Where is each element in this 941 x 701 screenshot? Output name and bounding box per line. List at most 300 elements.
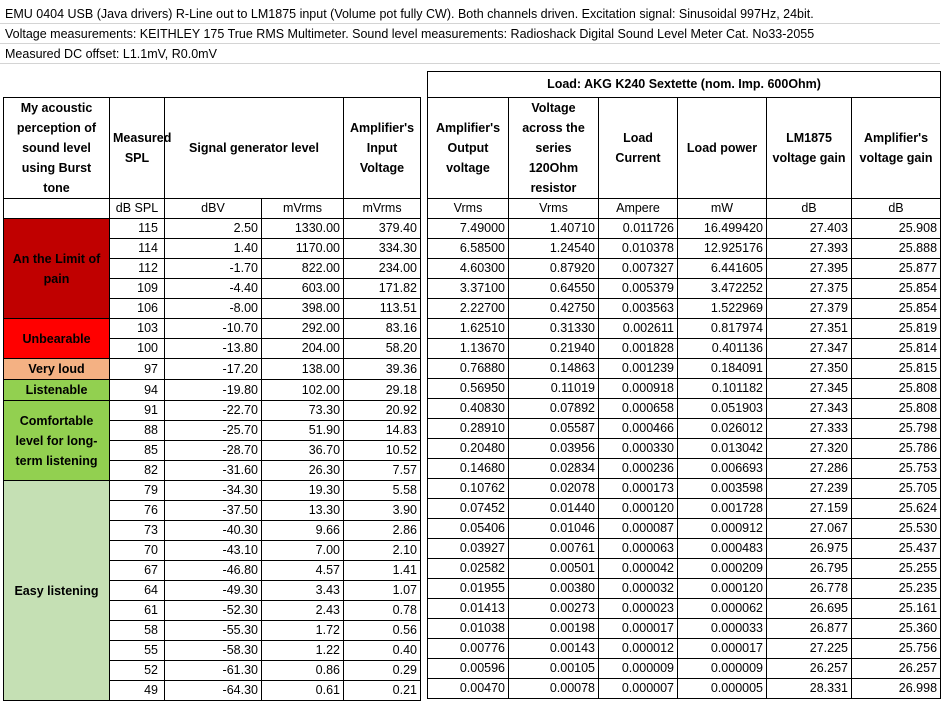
table-row (428, 439, 941, 459)
data-cell[interactable]: 0.56950 (428, 379, 509, 399)
data-cell[interactable]: 0.000017 (678, 639, 767, 659)
data-cell[interactable]: 27.393 (767, 239, 852, 259)
table-row (428, 419, 941, 439)
data-cell[interactable]: 52 (110, 661, 165, 681)
data-cell[interactable]: 27.320 (767, 439, 852, 459)
data-cell[interactable]: 25.705 (852, 479, 941, 499)
table-row (4, 359, 421, 380)
data-cell[interactable]: 0.000009 (599, 659, 678, 679)
data-cell[interactable]: 0.02582 (428, 559, 509, 579)
data-cell[interactable]: 12.925176 (678, 239, 767, 259)
data-cell[interactable]: 25.786 (852, 439, 941, 459)
data-cell[interactable]: 25.819 (852, 319, 941, 339)
data-cell[interactable]: 25.854 (852, 299, 941, 319)
data-cell[interactable]: 0.00501 (509, 559, 599, 579)
data-cell[interactable]: 0.011726 (599, 219, 678, 239)
header-cell[interactable]: Amplifier's voltage gain (852, 98, 941, 199)
table-row (428, 279, 941, 299)
data-cell[interactable]: 29.18 (344, 380, 421, 401)
data-cell[interactable]: 76 (110, 501, 165, 521)
header-row (4, 98, 421, 199)
unit-cell[interactable]: mVrms (344, 199, 421, 219)
data-cell[interactable]: 7.49000 (428, 219, 509, 239)
data-cell[interactable]: -13.80 (165, 339, 262, 359)
data-cell[interactable]: 0.01038 (428, 619, 509, 639)
data-cell[interactable]: 0.000483 (678, 539, 767, 559)
data-cell[interactable]: 0.010378 (599, 239, 678, 259)
data-cell[interactable]: 67 (110, 561, 165, 581)
data-cell[interactable]: 7.57 (344, 461, 421, 481)
data-cell[interactable]: 0.000173 (599, 479, 678, 499)
table-row (428, 219, 941, 239)
data-cell[interactable]: 0.01440 (509, 499, 599, 519)
data-cell[interactable]: 0.184091 (678, 359, 767, 379)
data-cell[interactable]: 0.002611 (599, 319, 678, 339)
data-cell[interactable]: 0.000017 (599, 619, 678, 639)
data-cell[interactable]: 13.30 (262, 501, 344, 521)
data-cell[interactable]: 1.62510 (428, 319, 509, 339)
data-cell[interactable]: 112 (110, 259, 165, 279)
header-measured-spl[interactable]: Measured SPL (110, 98, 165, 199)
header-cell[interactable]: Amplifier's Output voltage (428, 98, 509, 199)
data-cell[interactable]: 0.000023 (599, 599, 678, 619)
data-cell[interactable]: 27.351 (767, 319, 852, 339)
data-cell[interactable]: 27.347 (767, 339, 852, 359)
data-cell[interactable]: 7.00 (262, 541, 344, 561)
data-cell[interactable]: 25.854 (852, 279, 941, 299)
data-cell[interactable]: 0.000063 (599, 539, 678, 559)
data-cell[interactable]: 27.333 (767, 419, 852, 439)
data-cell[interactable]: 0.007327 (599, 259, 678, 279)
data-cell[interactable]: 0.03927 (428, 539, 509, 559)
header-perception[interactable]: My acoustic perception of sound level using Burst tone (4, 98, 110, 199)
data-cell[interactable]: 0.000330 (599, 439, 678, 459)
data-cell[interactable]: 0.000658 (599, 399, 678, 419)
data-cell[interactable]: 1.13670 (428, 339, 509, 359)
header-cell[interactable]: LM1875 voltage gain (767, 98, 852, 199)
data-cell[interactable]: 1.72 (262, 621, 344, 641)
data-cell[interactable]: 39.36 (344, 359, 421, 380)
data-cell[interactable]: 113.51 (344, 299, 421, 319)
data-cell[interactable]: 1330.00 (262, 219, 344, 239)
data-cell[interactable]: 19.30 (262, 481, 344, 501)
data-cell[interactable]: 25.161 (852, 599, 941, 619)
data-cell[interactable]: 2.86 (344, 521, 421, 541)
load-table (427, 71, 941, 699)
data-cell[interactable]: 0.02078 (509, 479, 599, 499)
data-cell[interactable]: 2.10 (344, 541, 421, 561)
data-cell[interactable]: 1.40 (165, 239, 262, 259)
table-row (428, 559, 941, 579)
data-cell[interactable]: 88 (110, 421, 165, 441)
data-cell[interactable]: 1.522969 (678, 299, 767, 319)
data-cell[interactable]: -40.30 (165, 521, 262, 541)
data-cell[interactable]: 3.90 (344, 501, 421, 521)
data-cell[interactable]: -55.30 (165, 621, 262, 641)
data-cell[interactable]: -8.00 (165, 299, 262, 319)
data-cell[interactable]: 0.000236 (599, 459, 678, 479)
data-cell[interactable]: 0.005379 (599, 279, 678, 299)
data-cell[interactable]: 58 (110, 621, 165, 641)
data-cell[interactable]: 1.40710 (509, 219, 599, 239)
perception-category[interactable]: An the Limit of pain (4, 219, 110, 319)
data-cell[interactable]: 73.30 (262, 401, 344, 421)
data-cell[interactable]: -1.70 (165, 259, 262, 279)
data-cell[interactable]: 91 (110, 401, 165, 421)
data-cell[interactable]: 25.815 (852, 359, 941, 379)
data-cell[interactable]: 0.000012 (599, 639, 678, 659)
data-cell[interactable]: 0.000209 (678, 559, 767, 579)
data-cell[interactable]: -52.30 (165, 601, 262, 621)
header-row (428, 98, 941, 199)
data-cell[interactable]: 0.61 (262, 681, 344, 701)
data-cell[interactable]: 0.05406 (428, 519, 509, 539)
data-cell[interactable]: 0.817974 (678, 319, 767, 339)
data-cell[interactable]: 26.30 (262, 461, 344, 481)
table-row (428, 659, 941, 679)
data-cell[interactable]: 36.70 (262, 441, 344, 461)
data-cell[interactable]: -37.50 (165, 501, 262, 521)
data-cell[interactable]: 51.90 (262, 421, 344, 441)
data-cell[interactable]: 0.000062 (678, 599, 767, 619)
data-cell[interactable]: -31.60 (165, 461, 262, 481)
note-line-1[interactable]: EMU 0404 USB (Java drivers) R-Line out to LM1875 input (Volume pot fully CW). Both channels driven. Excitation signal: Sinusoidal 997Hz, 24bit. (0, 4, 940, 24)
data-cell[interactable]: -22.70 (165, 401, 262, 421)
data-cell[interactable]: -34.30 (165, 481, 262, 501)
data-cell[interactable]: 6.58500 (428, 239, 509, 259)
data-cell[interactable]: 0.001728 (678, 499, 767, 519)
data-cell[interactable]: 0.00105 (509, 659, 599, 679)
data-cell[interactable]: 25.753 (852, 459, 941, 479)
data-cell[interactable]: 2.50 (165, 219, 262, 239)
data-cell[interactable]: 0.051903 (678, 399, 767, 419)
table-row (428, 299, 941, 319)
data-cell[interactable]: 73 (110, 521, 165, 541)
data-cell[interactable]: 0.101182 (678, 379, 767, 399)
table-row (428, 599, 941, 619)
measurement-table (3, 97, 421, 701)
data-cell[interactable]: 0.401136 (678, 339, 767, 359)
data-cell[interactable]: 14.83 (344, 421, 421, 441)
data-cell[interactable]: 26.795 (767, 559, 852, 579)
data-cell[interactable]: 603.00 (262, 279, 344, 299)
data-cell[interactable]: 25.877 (852, 259, 941, 279)
data-cell[interactable]: -10.70 (165, 319, 262, 339)
data-cell[interactable]: 27.403 (767, 219, 852, 239)
data-cell[interactable]: 0.01046 (509, 519, 599, 539)
data-cell[interactable]: 822.00 (262, 259, 344, 279)
data-cell[interactable]: 0.026012 (678, 419, 767, 439)
data-cell[interactable]: 0.00761 (509, 539, 599, 559)
data-cell[interactable]: 55 (110, 641, 165, 661)
data-cell[interactable]: 26.257 (852, 659, 941, 679)
data-cell[interactable]: 2.43 (262, 601, 344, 621)
data-cell[interactable]: -64.30 (165, 681, 262, 701)
data-cell[interactable]: -61.30 (165, 661, 262, 681)
data-cell[interactable]: 0.21940 (509, 339, 599, 359)
data-cell[interactable]: 0.000120 (678, 579, 767, 599)
data-cell[interactable]: -4.40 (165, 279, 262, 299)
data-cell[interactable]: 0.40830 (428, 399, 509, 419)
data-cell[interactable]: 1.41 (344, 561, 421, 581)
data-cell[interactable]: 0.10762 (428, 479, 509, 499)
data-cell[interactable]: 0.000466 (599, 419, 678, 439)
table-row (428, 679, 941, 699)
data-cell[interactable]: 61 (110, 601, 165, 621)
table-row (428, 339, 941, 359)
data-cell[interactable]: 27.159 (767, 499, 852, 519)
data-cell[interactable]: 25.908 (852, 219, 941, 239)
unit-cell[interactable]: dBV (165, 199, 262, 219)
data-cell[interactable]: 0.000007 (599, 679, 678, 699)
data-cell[interactable]: 0.000009 (678, 659, 767, 679)
data-cell[interactable]: -28.70 (165, 441, 262, 461)
data-cell[interactable]: 103 (110, 319, 165, 339)
header-cell[interactable]: Load power (678, 98, 767, 199)
data-cell[interactable]: 25.888 (852, 239, 941, 259)
data-cell[interactable]: 27.239 (767, 479, 852, 499)
data-cell[interactable]: 4.60300 (428, 259, 509, 279)
data-cell[interactable]: 2.22700 (428, 299, 509, 319)
data-cell[interactable]: 25.624 (852, 499, 941, 519)
data-cell[interactable]: 6.441605 (678, 259, 767, 279)
data-cell[interactable]: 1.07 (344, 581, 421, 601)
data-cell[interactable]: 26.257 (767, 659, 852, 679)
data-cell[interactable]: -19.80 (165, 380, 262, 401)
data-cell[interactable]: 0.07452 (428, 499, 509, 519)
perception-category[interactable]: Listenable (4, 380, 110, 401)
data-cell[interactable]: 25.814 (852, 339, 941, 359)
data-cell[interactable]: 0.003598 (678, 479, 767, 499)
data-cell[interactable]: 3.43 (262, 581, 344, 601)
data-cell[interactable]: -43.10 (165, 541, 262, 561)
data-cell[interactable]: 10.52 (344, 441, 421, 461)
data-cell[interactable]: 64 (110, 581, 165, 601)
table-row (428, 319, 941, 339)
data-cell[interactable]: 20.92 (344, 401, 421, 421)
unit-cell[interactable]: Vrms (428, 199, 509, 219)
data-cell[interactable]: 16.499420 (678, 219, 767, 239)
data-cell[interactable]: 28.331 (767, 679, 852, 699)
data-cell[interactable]: 1.24540 (509, 239, 599, 259)
unit-empty[interactable] (4, 199, 110, 219)
data-cell[interactable]: 0.64550 (509, 279, 599, 299)
data-cell[interactable]: 0.07892 (509, 399, 599, 419)
data-cell[interactable]: 171.82 (344, 279, 421, 299)
perception-category[interactable]: Comfortable level for long-term listening (4, 401, 110, 481)
data-cell[interactable]: 4.57 (262, 561, 344, 581)
perception-category[interactable]: Easy listening (4, 481, 110, 701)
data-cell[interactable]: 0.01955 (428, 579, 509, 599)
data-cell[interactable]: 27.350 (767, 359, 852, 379)
data-cell[interactable]: 97 (110, 359, 165, 380)
data-cell[interactable]: 25.808 (852, 379, 941, 399)
data-cell[interactable]: 0.000912 (678, 519, 767, 539)
header-input-voltage[interactable]: Amplifier's Input Voltage (344, 98, 421, 199)
data-cell[interactable]: 27.345 (767, 379, 852, 399)
data-cell[interactable]: 3.37100 (428, 279, 509, 299)
data-cell[interactable]: 0.42750 (509, 299, 599, 319)
data-cell[interactable]: 0.000087 (599, 519, 678, 539)
data-cell[interactable]: 0.000005 (678, 679, 767, 699)
table-row (4, 481, 421, 501)
data-cell[interactable]: 0.00776 (428, 639, 509, 659)
table-row (428, 359, 941, 379)
data-cell[interactable]: -46.80 (165, 561, 262, 581)
table-row (428, 519, 941, 539)
data-cell[interactable]: 0.00380 (509, 579, 599, 599)
data-cell[interactable]: 0.00596 (428, 659, 509, 679)
data-cell[interactable]: 26.778 (767, 579, 852, 599)
data-cell[interactable]: 25.798 (852, 419, 941, 439)
data-cell[interactable]: -49.30 (165, 581, 262, 601)
unit-cell[interactable]: dB (767, 199, 852, 219)
data-cell[interactable]: 82 (110, 461, 165, 481)
data-cell[interactable]: 83.16 (344, 319, 421, 339)
data-cell[interactable]: 5.58 (344, 481, 421, 501)
data-cell[interactable]: 379.40 (344, 219, 421, 239)
data-cell[interactable]: 27.395 (767, 259, 852, 279)
unit-cell[interactable]: Ampere (599, 199, 678, 219)
header-cell[interactable]: Load Current (599, 98, 678, 199)
data-cell[interactable]: 9.66 (262, 521, 344, 541)
table-row (428, 579, 941, 599)
header-signal-generator[interactable]: Signal generator level (165, 98, 344, 199)
data-cell[interactable]: 0.76880 (428, 359, 509, 379)
data-cell[interactable]: 0.29 (344, 661, 421, 681)
table-row (4, 380, 421, 401)
table-row (4, 319, 421, 339)
data-cell[interactable]: -58.30 (165, 641, 262, 661)
data-cell[interactable]: 25.756 (852, 639, 941, 659)
data-cell[interactable]: 0.00078 (509, 679, 599, 699)
data-cell[interactable]: 25.235 (852, 579, 941, 599)
unit-cell[interactable]: dB (852, 199, 941, 219)
data-cell[interactable]: 0.00143 (509, 639, 599, 659)
data-cell[interactable]: 0.40 (344, 641, 421, 661)
data-cell[interactable]: 0.86 (262, 661, 344, 681)
data-cell[interactable]: 26.998 (852, 679, 941, 699)
note-line-2[interactable]: Voltage measurements: KEITHLEY 175 True RMS Multimeter. Sound level measurements: Radioshack Digital Sound Level Meter Cat. No33-2055 (0, 24, 940, 44)
data-cell[interactable]: 70 (110, 541, 165, 561)
data-cell[interactable]: 0.28910 (428, 419, 509, 439)
table-row (4, 219, 421, 239)
data-cell[interactable]: 0.001239 (599, 359, 678, 379)
data-cell[interactable]: 27.067 (767, 519, 852, 539)
data-cell[interactable]: 0.000918 (599, 379, 678, 399)
data-cell[interactable]: 94 (110, 380, 165, 401)
data-cell[interactable]: 85 (110, 441, 165, 461)
data-cell[interactable]: 27.375 (767, 279, 852, 299)
data-cell[interactable]: 49 (110, 681, 165, 701)
data-cell[interactable]: 1.22 (262, 641, 344, 661)
load-title[interactable]: Load: AKG K240 Sextette (nom. Imp. 600Ohm) (428, 72, 941, 98)
data-cell[interactable]: 0.01413 (428, 599, 509, 619)
unit-cell[interactable]: dB SPL (110, 199, 165, 219)
data-cell[interactable]: 27.379 (767, 299, 852, 319)
table-row (4, 401, 421, 421)
data-cell[interactable]: 0.14680 (428, 459, 509, 479)
data-cell[interactable]: 0.00273 (509, 599, 599, 619)
header-cell[interactable]: Voltage across the series 120Ohm resistor (509, 98, 599, 199)
data-cell[interactable]: 0.05587 (509, 419, 599, 439)
data-cell[interactable]: 0.87920 (509, 259, 599, 279)
data-cell[interactable]: 1170.00 (262, 239, 344, 259)
data-cell[interactable]: 114 (110, 239, 165, 259)
table-row (428, 499, 941, 519)
data-cell[interactable]: 0.78 (344, 601, 421, 621)
data-cell[interactable]: 25.255 (852, 559, 941, 579)
data-cell[interactable]: 27.286 (767, 459, 852, 479)
unit-cell[interactable]: Vrms (509, 199, 599, 219)
data-cell[interactable]: 0.003563 (599, 299, 678, 319)
data-cell[interactable]: 0.000032 (599, 579, 678, 599)
data-cell[interactable]: 26.975 (767, 539, 852, 559)
data-cell[interactable]: 138.00 (262, 359, 344, 380)
perception-category[interactable]: Very loud (4, 359, 110, 380)
data-cell[interactable]: 334.30 (344, 239, 421, 259)
data-cell[interactable]: 25.808 (852, 399, 941, 419)
note-line-3[interactable]: Measured DC offset: L1.1mV, R0.0mV (0, 44, 940, 64)
data-cell[interactable]: -17.20 (165, 359, 262, 380)
perception-category[interactable]: Unbearable (4, 319, 110, 359)
data-cell[interactable]: 0.000033 (678, 619, 767, 639)
data-cell[interactable]: 25.437 (852, 539, 941, 559)
data-cell[interactable]: 102.00 (262, 380, 344, 401)
data-cell[interactable]: 0.001828 (599, 339, 678, 359)
data-cell[interactable]: 0.14863 (509, 359, 599, 379)
data-cell[interactable]: 26.695 (767, 599, 852, 619)
data-cell[interactable]: 115 (110, 219, 165, 239)
unit-row (428, 199, 941, 219)
data-cell[interactable]: 0.00198 (509, 619, 599, 639)
data-cell[interactable]: 292.00 (262, 319, 344, 339)
data-cell[interactable]: 204.00 (262, 339, 344, 359)
unit-row (4, 199, 421, 219)
table-row (428, 399, 941, 419)
data-cell[interactable]: 0.006693 (678, 459, 767, 479)
data-cell[interactable]: 0.000120 (599, 499, 678, 519)
data-cell[interactable]: 0.21 (344, 681, 421, 701)
data-cell[interactable]: 234.00 (344, 259, 421, 279)
data-cell[interactable]: 3.472252 (678, 279, 767, 299)
data-cell[interactable]: 0.000042 (599, 559, 678, 579)
data-cell[interactable]: 58.20 (344, 339, 421, 359)
data-cell[interactable]: 27.225 (767, 639, 852, 659)
data-cell[interactable]: 0.31330 (509, 319, 599, 339)
data-cell[interactable]: 25.360 (852, 619, 941, 639)
unit-cell[interactable]: mW (678, 199, 767, 219)
data-cell[interactable]: 100 (110, 339, 165, 359)
data-cell[interactable]: 106 (110, 299, 165, 319)
data-cell[interactable]: 0.20480 (428, 439, 509, 459)
data-cell[interactable]: 0.00470 (428, 679, 509, 699)
data-cell[interactable]: 0.56 (344, 621, 421, 641)
data-cell[interactable]: -25.70 (165, 421, 262, 441)
data-cell[interactable]: 0.11019 (509, 379, 599, 399)
data-cell[interactable]: 26.877 (767, 619, 852, 639)
data-cell[interactable]: 25.530 (852, 519, 941, 539)
data-cell[interactable]: 27.343 (767, 399, 852, 419)
data-cell[interactable]: 0.03956 (509, 439, 599, 459)
data-cell[interactable]: 0.02834 (509, 459, 599, 479)
data-cell[interactable]: 0.013042 (678, 439, 767, 459)
data-cell[interactable]: 398.00 (262, 299, 344, 319)
data-cell[interactable]: 79 (110, 481, 165, 501)
load-title-row (428, 72, 941, 98)
unit-cell[interactable]: mVrms (262, 199, 344, 219)
data-cell[interactable]: 109 (110, 279, 165, 299)
